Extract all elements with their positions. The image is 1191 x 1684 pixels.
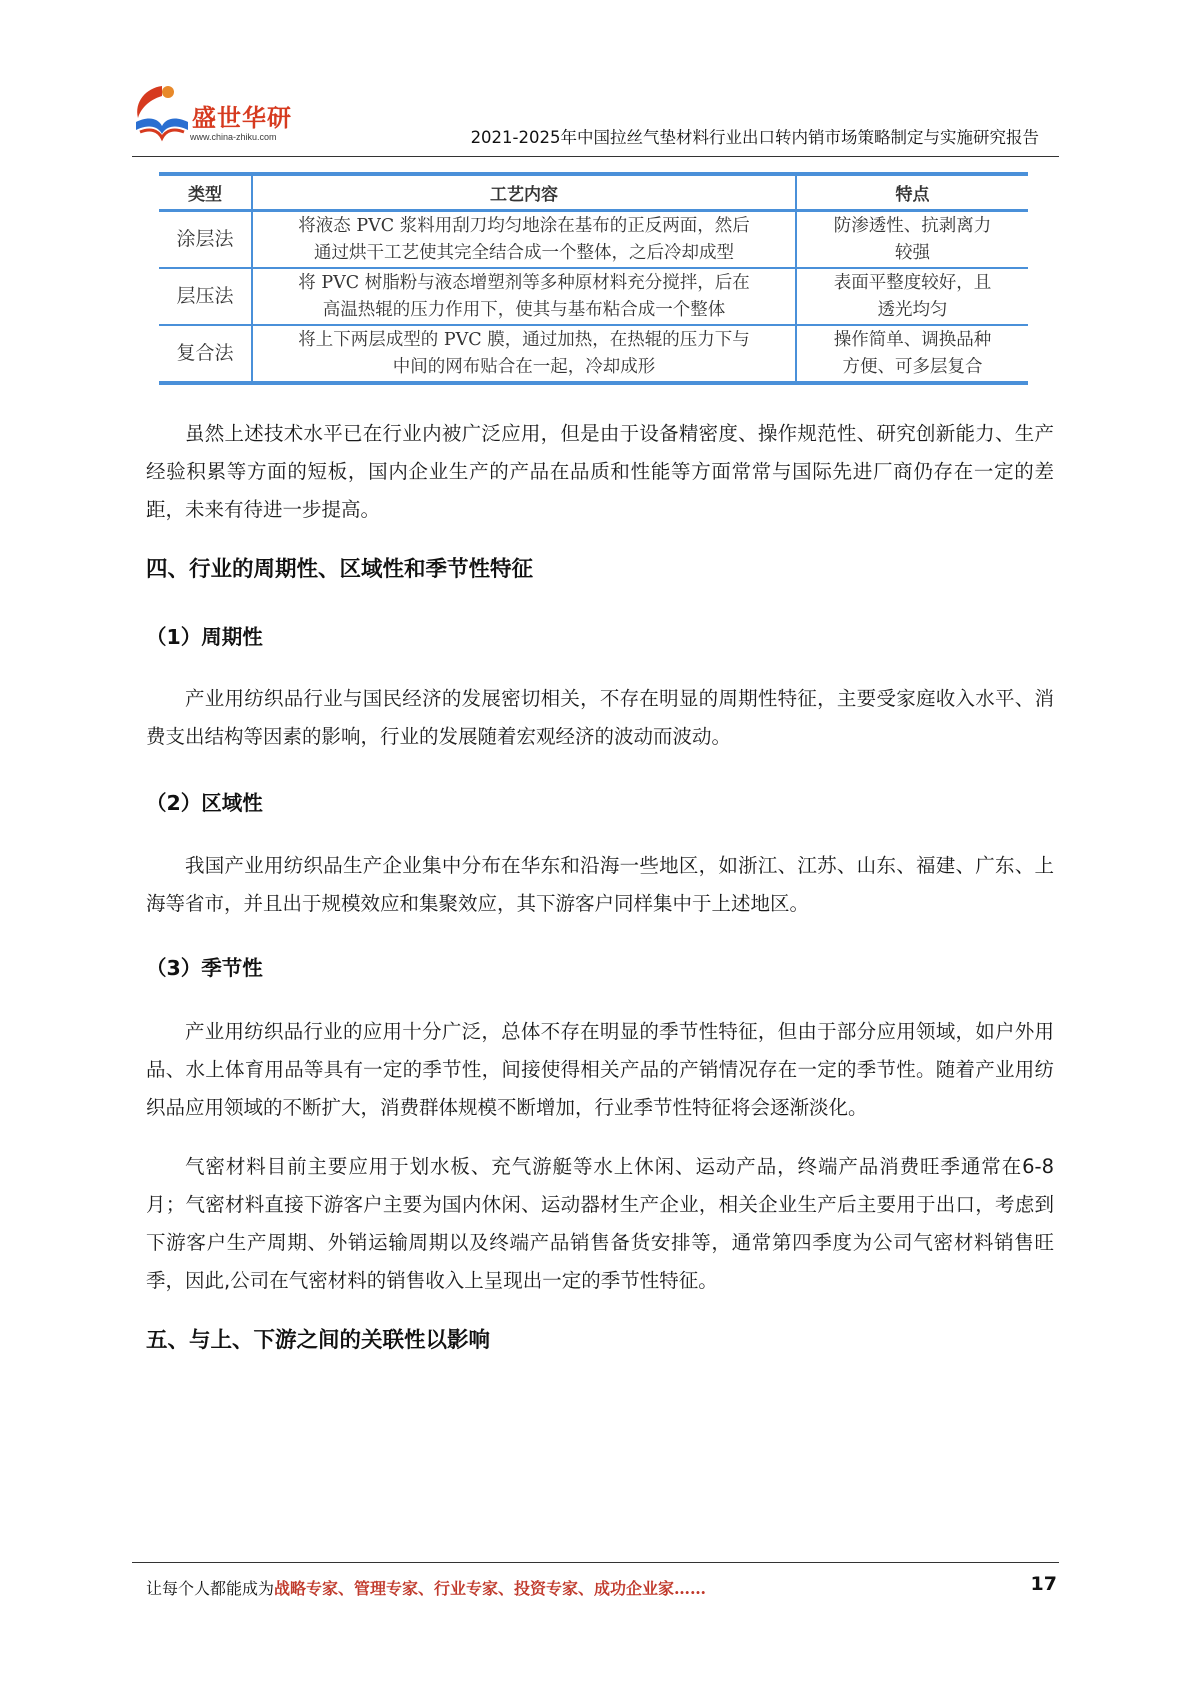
subheading-cyclicality: （1）周期性 — [146, 625, 263, 649]
logo-name: 盛世华研 — [192, 104, 292, 132]
subheading-seasonality: （3）季节性 — [146, 956, 263, 980]
paragraph-cyclicality — [146, 680, 1054, 756]
feature-line: 透光均匀 — [877, 299, 948, 320]
table-row — [159, 211, 1028, 269]
footer-divider — [132, 1562, 1059, 1563]
table-cell-feature — [796, 325, 1028, 383]
table-cell-feature — [796, 211, 1028, 269]
process-table — [159, 172, 1028, 385]
feature-line: 操作简单、调换品种 — [833, 329, 992, 350]
table-row — [159, 268, 1028, 325]
table-cell-type: 涂层法 — [176, 228, 234, 250]
table-cell-process — [252, 211, 796, 269]
feature-line: 较强 — [895, 242, 930, 263]
book-swoosh-logo-icon — [132, 82, 190, 142]
feature-line: 方便、可多层复合 — [842, 356, 983, 377]
paragraph-regionality — [146, 847, 1054, 923]
paragraph-text: 我国产业用纺织品生产企业集中分布在华东和沿海一些地区，如浙江、江苏、山东、福建、广东、上海等省市，并且出于规模效应和集聚效应，其下游客户同样集中于上述地区。 — [146, 854, 1054, 915]
feature-line: 防渗透性、抗剥离力 — [833, 215, 992, 236]
process-line: 通过烘干工艺使其完全结合成一个整体，之后冷却成型 — [314, 242, 734, 263]
header-divider — [132, 156, 1059, 157]
process-line: 中间的网布贴合在一起，冷却成形 — [392, 356, 656, 377]
section-heading-5: 五、与上、下游之间的关联性以影响 — [146, 1328, 491, 1353]
paragraph-text: 产业用纺织品行业与国民经济的发展密切相关，不存在明显的周期性特征，主要受家庭收入水平、消费支出结构等因素的影响，行业的发展随着宏观经济的波动而波动。 — [146, 687, 1054, 748]
report-title: 2021-2025年中国拉丝气垫材料行业出口转内销市场策略制定与实施研究报告 — [470, 128, 1039, 147]
process-line: 将 PVC 树脂粉与液态增塑剂等多种原材料充分搅拌，后在 — [298, 272, 750, 293]
logo-url: www.china-zhiku.com — [190, 132, 277, 142]
table-header-row — [159, 174, 1028, 211]
table-cell-type: 复合法 — [159, 325, 252, 383]
table-header-process: 工艺内容 — [252, 174, 796, 211]
process-line: 将上下两层成型的 PVC 膜，通过加热，在热辊的压力下与 — [298, 329, 750, 350]
process-line: 将液态 PVC 浆料用刮刀均匀地涂在基布的正反两面，然后 — [298, 215, 750, 236]
footer-slogan — [146, 1576, 706, 1599]
paragraph-text: 虽然上述技术水平已在行业内被广泛应用，但是由于设备精密度、操作规范性、研究创新能力、生产经验积累等方面的短板，国内企业生产的产品在品质和性能等方面常常与国际先进厂商仍存在一定的差距，未来有待进一步提高。 — [146, 422, 1054, 521]
slogan-roles: 战略专家、管理专家、行业专家、投资专家、成功企业家…… — [274, 1579, 707, 1598]
section-heading-4: 四、行业的周期性、区域性和季节性特征 — [146, 557, 534, 582]
table-cell-process — [252, 325, 796, 383]
process-line: 高温热辊的压力作用下，使其与基布粘合成一个整体 — [322, 299, 726, 320]
table-cell-process — [252, 268, 796, 325]
table-header-type: 类型 — [159, 174, 252, 211]
table-cell-feature — [796, 268, 1028, 325]
paragraph-text: 产业用纺织品行业的应用十分广泛，总体不存在明显的季节性特征，但由于部分应用领域，如户外用品、水上体育用品等具有一定的季节性，间接使得相关产品的产销情况存在一定的季节性。随着产业用纺织品应用领域的不断扩大，消费群体规模不断增加，行业季节性特征将会逐渐淡化。 — [146, 1020, 1054, 1119]
paragraph-text: 气密材料目前主要应用于划水板、充气游艇等水上休闲、运动产品，终端产品消费旺季通常在6-8月；气密材料直接下游客户主要为国内休闲、运动器材生产企业，相关企业生产后主要用于出口，考虑到下游客户生产周期、外销运输周期以及终端产品销售备货安排等，通常第四季度为公司气密材料销售旺季，因此,公司在气密材料的销售收入上呈现出一定的季节性特征。 — [146, 1155, 1054, 1292]
slogan-prefix: 让每个人都能成为 — [146, 1579, 275, 1598]
paragraph-seasonality-2 — [146, 1148, 1054, 1300]
paragraph-tech-gap — [146, 415, 1054, 529]
table-row — [159, 325, 1028, 383]
company-logo — [132, 82, 332, 152]
table-header-feature: 特点 — [796, 174, 1028, 211]
table-cell-type: 层压法 — [159, 268, 252, 325]
subheading-regionality: （2）区域性 — [146, 791, 263, 815]
paragraph-seasonality-1 — [146, 1013, 1054, 1127]
page-number: 17 — [1030, 1573, 1057, 1595]
feature-line: 表面平整度较好，且 — [833, 272, 992, 293]
